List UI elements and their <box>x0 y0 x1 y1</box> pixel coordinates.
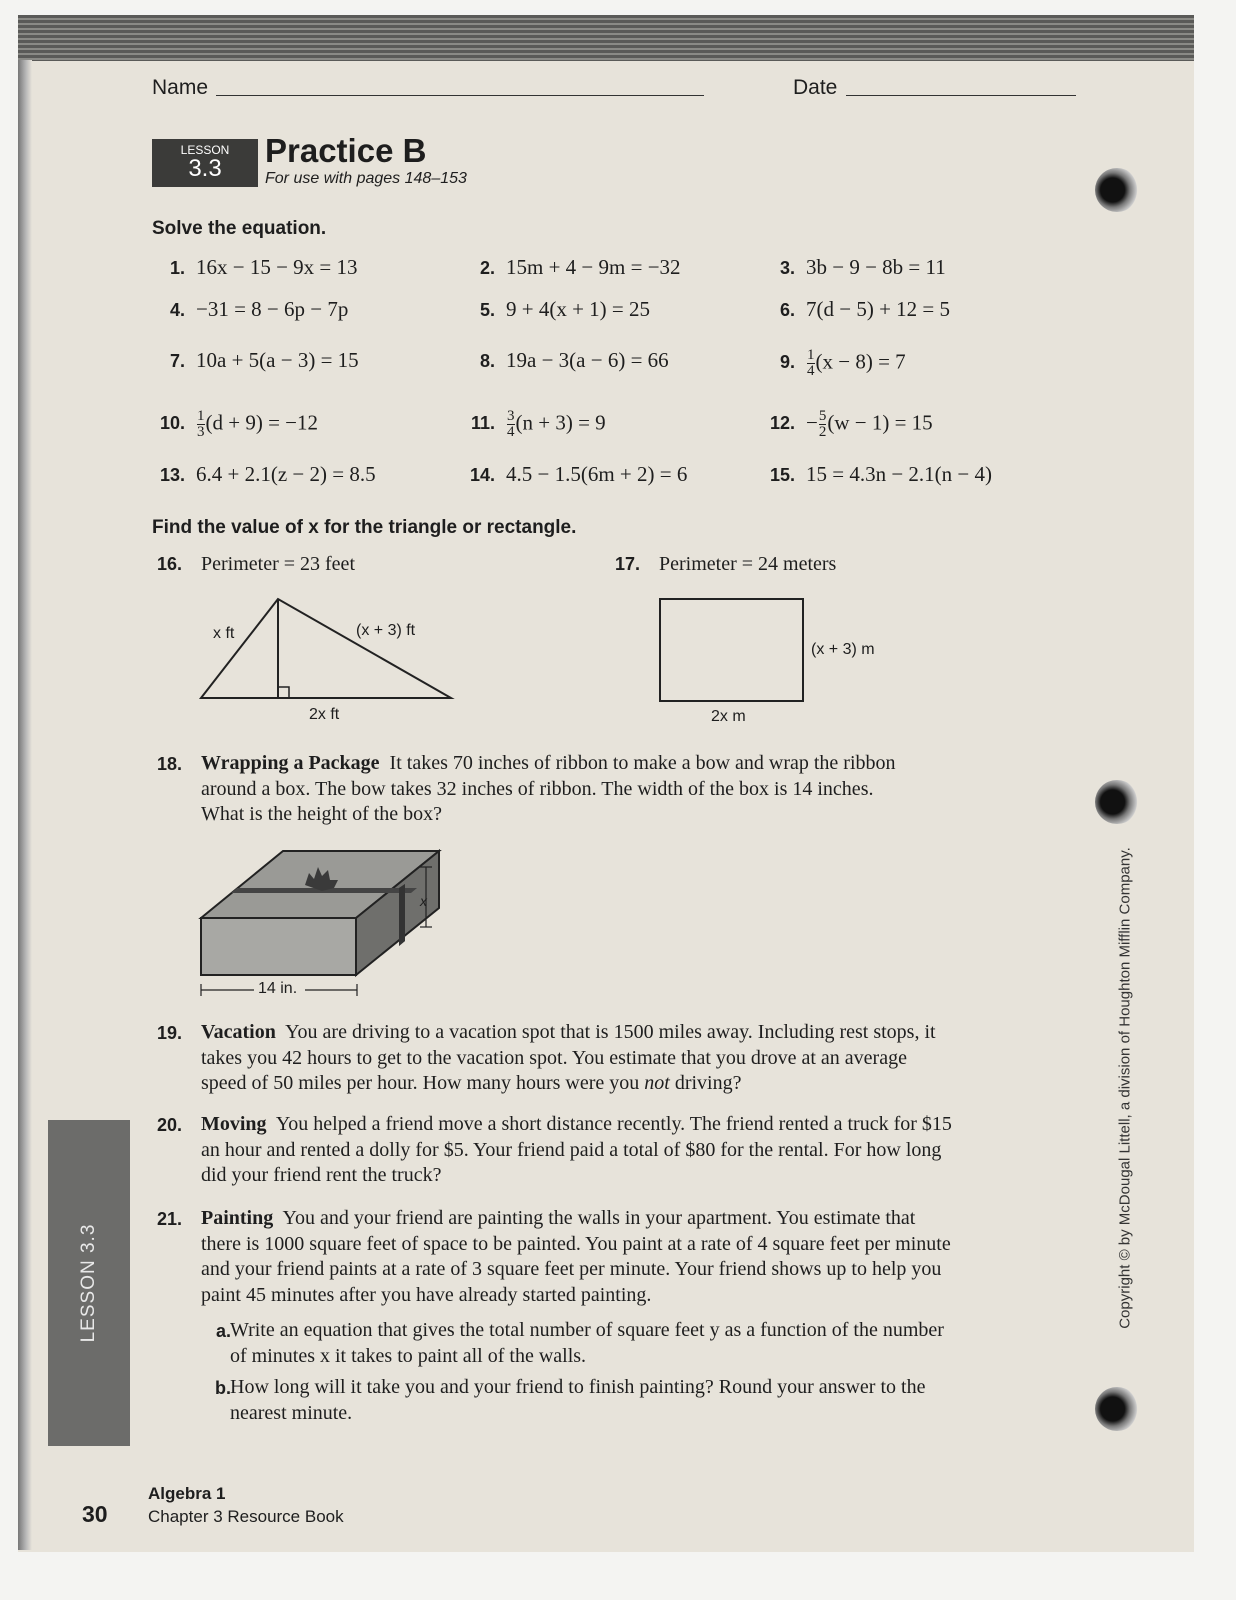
equation-item: 15. 15 = 4.3n − 2.1(n − 4) <box>769 462 993 486</box>
equation-item: 10. $\frac{1}{3}$ (d + 9) = −12 <box>159 408 319 440</box>
triangle-figure <box>201 599 451 698</box>
fraction: $\frac{5}{2}$ <box>818 408 827 440</box>
section-heading-solve: Solve the equation. <box>152 218 327 239</box>
lesson-side-tab-label: LESSON 3.3 <box>78 1223 99 1343</box>
box-height-label: x <box>420 893 427 909</box>
problem-19: 19. Vacation You are driving to a vacation spot that is 1500 miles away. Including rest stops, it takes you 42 hours to get to the vacation spot. You estimate that you drove at an average speed of 50 miles per hour. How many hours were you not driving? <box>156 1021 936 1094</box>
triangle-left-side-label: x ft <box>213 625 235 642</box>
page-subtitle: For use with pages 148–153 <box>265 170 467 187</box>
equation-item: 7. 10a + 5(a − 3) = 15 <box>169 348 359 372</box>
triangle-base-label: 2x ft <box>309 706 340 723</box>
book-title: Algebra 1 <box>148 1484 226 1503</box>
equation-item: 9. $\frac{1}{4}$ (x − 8) = 7 <box>779 347 906 379</box>
rectangle-height-label: (x + 3) m <box>811 641 875 658</box>
page-number: 30 <box>82 1501 108 1527</box>
problem-21: 21. Painting You and your friend are painting the walls in your apartment. You estimate that there is 1000 square feet of space to be painted. You paint at a rate of 4 square feet per minute and your friend paints at a rate of 3 square feet per minute. Your friend shows up to help you paint 45 minutes after you have already started painting. a. Write an equation that gives the total number of square feet y as a function of the number of minutes x it takes to paint all of the walls. b. How long will it take you and your friend to finish painting? Round your answer to the nearest minute. <box>152 1206 952 1426</box>
equation-item: 8. 19a − 3(a − 6) = 66 <box>479 348 669 372</box>
triangle-right-side-label: (x + 3) ft <box>356 622 416 639</box>
equation-item: 11. $\frac{3}{4}$ (n + 3) = 9 <box>470 408 606 440</box>
name-label: Name <box>152 76 209 99</box>
problem-20: 20. Moving You helped a friend move a short distance recently. The friend rented a truck for $15 an hour and rented a dolly for $5. Your friend paid a total of $80 for the rental. For how long did your friend rent the truck? <box>156 1113 952 1186</box>
lesson-badge-label: LESSON <box>180 143 230 157</box>
equation-item: 1. 16x − 15 − 9x = 13 <box>169 255 358 279</box>
equation-item: 3. 3b − 9 − 8b = 11 <box>779 255 946 279</box>
binder-hole <box>1095 780 1139 824</box>
date-label: Date <box>793 76 838 99</box>
problem-21a: a. Write an equation that gives the total number of square feet y as a function of the number of minutes x it takes to paint all of the walls. <box>215 1319 944 1367</box>
fraction: $\frac{1}{3}$ <box>197 408 205 440</box>
binder-hole <box>1095 168 1139 212</box>
rectangle-width-label: 2x m <box>711 708 746 725</box>
fraction: $\frac{3}{4}$ <box>507 408 515 440</box>
box-width-label: 14 in. <box>258 980 298 997</box>
equation-item: 6. 7(d − 5) + 12 = 5 <box>779 297 951 321</box>
equation-item: 14. 4.5 − 1.5(6m + 2) = 6 <box>469 462 688 486</box>
equation-item: 4. −31 = 8 − 6p − 7p <box>169 297 349 321</box>
equation-item: 5. 9 + 4(x + 1) = 25 <box>479 297 651 321</box>
copyright-notice: Copyright © by McDougal Littell, a division of Houghton Mifflin Company. <box>1116 847 1134 1329</box>
problem-21b: b. How long will it take you and your friend to finish painting? Round your answer to the nearest minute. <box>215 1376 926 1424</box>
fraction: $\frac{1}{4}$ <box>807 347 815 379</box>
problem-17: 17. Perimeter = 24 meters <box>614 553 837 575</box>
equation-item: 12. − $\frac{5}{2}$ (w − 1) = 15 <box>769 408 933 440</box>
section-heading-find-x: Find the value of x for the triangle or rectangle. <box>152 517 577 538</box>
problem-16: 16. Perimeter = 23 feet <box>156 553 355 575</box>
equation-item: 13. 6.4 + 2.1(z − 2) = 8.5 <box>159 462 376 486</box>
rectangle-figure <box>660 599 803 701</box>
binder-hole <box>1095 1387 1139 1431</box>
problem-18: 18. Wrapping a Package It takes 70 inches of ribbon to make a bow and wrap the ribbon around a box. The bow takes 32 inches of ribbon. The width of the box is 14 inches. What is the height of the box? <box>156 752 896 825</box>
lesson-badge-number: 3.3 <box>188 155 222 182</box>
equation-item: 2. 15m + 4 − 9m = −32 <box>479 255 681 279</box>
gift-box-figure <box>201 851 439 996</box>
book-subtitle: Chapter 3 Resource Book <box>148 1507 344 1526</box>
page-title: Practice B <box>265 132 427 169</box>
